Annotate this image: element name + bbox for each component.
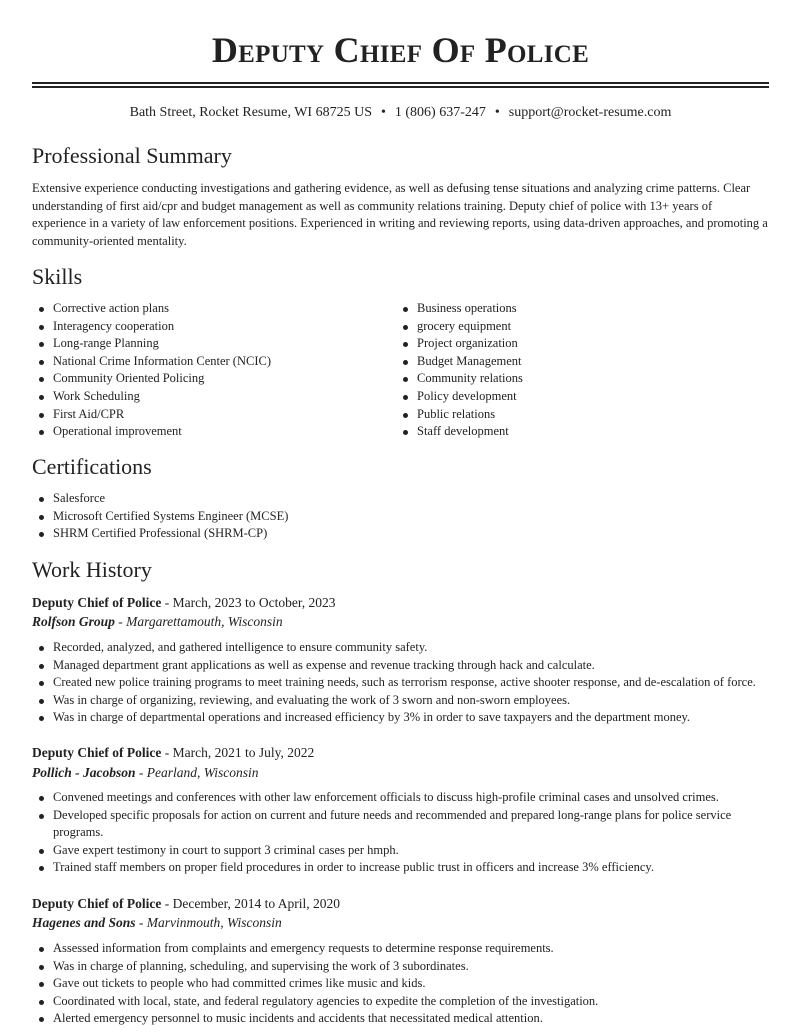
- job-company: Hagenes and Sons: [32, 915, 136, 930]
- skill-item: Budget Management: [396, 353, 756, 371]
- header-divider-bottom: [32, 86, 769, 88]
- skill-item: Policy development: [396, 388, 756, 406]
- skill-item: First Aid/CPR: [32, 406, 392, 424]
- skill-item: Operational improvement: [32, 423, 392, 441]
- skill-item: Public relations: [396, 406, 756, 424]
- job-duty: Developed specific proposals for action on current and future needs and recommended and prepared long-range plans for police service programs.: [32, 807, 769, 842]
- skill-item: Community Oriented Policing: [32, 370, 392, 388]
- job-duty: Gave out tickets to people who had committed crimes like music and kids.: [32, 975, 769, 993]
- job-employer: [32, 764, 259, 782]
- job-role: Deputy Chief of Police: [32, 745, 162, 760]
- job-dates: - December, 2014 to April, 2020: [161, 896, 341, 911]
- skills-list-right: [396, 300, 756, 441]
- job-duty: Alerted emergency personnel to music incidents and accidents that necessitated medical attention.: [32, 1010, 769, 1028]
- skill-item: grocery equipment: [396, 318, 756, 336]
- contact-separator: •: [494, 105, 500, 120]
- job-role: Deputy Chief of Police: [32, 896, 162, 911]
- job-employer: [32, 914, 282, 932]
- contact-address: Bath Street, Rocket Resume, WI 68725 US: [129, 105, 372, 120]
- summary-text: Extensive experience conducting investigations and gathering evidence, as well as defusing tense situations and analyzing crime patterns. Clear understanding of first aid/cpr and budget management as well as community relations training. Deputy chief of police with 13+ years of experience in a variety of law enforcement positions. Experienced in writing and reviewing reports, using data-driven approaches, and promoting a community-oriented mentality.: [32, 181, 768, 249]
- skills-heading: Skills: [32, 264, 83, 289]
- certification-item: SHRM Certified Professional (SHRM-CP): [32, 525, 769, 543]
- skill-item: National Crime Information Center (NCIC): [32, 353, 392, 371]
- contact-phone: 1 (806) 637-247: [394, 105, 486, 120]
- job-company: Pollich - Jacobson: [32, 765, 136, 780]
- job-duties-list: [32, 789, 769, 877]
- skill-item: Staff development: [396, 423, 756, 441]
- summary-heading: Professional Summary: [32, 143, 232, 168]
- job-header: [32, 744, 314, 762]
- skill-item: Corrective action plans: [32, 300, 392, 318]
- certifications-list: [32, 490, 769, 543]
- job-location: - Margarettamouth, Wisconsin: [114, 614, 283, 629]
- job-duty: Was in charge of organizing, reviewing, and evaluating the work of 3 sworn and non-sworn employees.: [32, 692, 769, 710]
- certification-item: Microsoft Certified Systems Engineer (MCSE): [32, 508, 769, 526]
- job-duty: Managed department grant applications as well as expense and revenue tracking through hack and calculate.: [32, 657, 769, 675]
- job-location: - Pearland, Wisconsin: [135, 765, 259, 780]
- work-history-heading: Work History: [32, 557, 152, 582]
- job-header: [32, 895, 340, 913]
- header-divider-top: [32, 82, 769, 84]
- contact-email: support@rocket-resume.com: [508, 105, 672, 120]
- skills-list-left: [32, 300, 392, 441]
- job-duty: Coordinated with local, state, and federal regulatory agencies to expedite the completion of the investigation.: [32, 993, 769, 1011]
- job-duty: Trained staff members on proper field procedures in order to increase public trust in officers and increase 3% efficiency.: [32, 859, 769, 877]
- certification-item: Salesforce: [32, 490, 769, 508]
- job-duty: Assessed information from complaints and emergency requests to determine response requirements.: [32, 940, 769, 958]
- skill-item: Long-range Planning: [32, 335, 392, 353]
- job-header: [32, 594, 336, 612]
- job-duty: Was in charge of planning, scheduling, and supervising the work of 3 subordinates.: [32, 958, 769, 976]
- job-employer: [32, 613, 283, 631]
- skill-item: Community relations: [396, 370, 756, 388]
- job-duty: Recorded, analyzed, and gathered intelligence to ensure community safety.: [32, 639, 769, 657]
- job-duty: Was in charge of departmental operations and increased efficiency by 3% in order to save taxpayers and the department money.: [32, 709, 769, 727]
- job-duties-list: [32, 940, 769, 1028]
- job-dates: - March, 2021 to July, 2022: [161, 745, 315, 760]
- job-duties-list: [32, 639, 769, 727]
- job-duty: Convened meetings and conferences with other law enforcement officials to discuss high-profile criminal cases and unsolved crimes.: [32, 789, 769, 807]
- skill-item: Work Scheduling: [32, 388, 392, 406]
- skill-item: Interagency cooperation: [32, 318, 392, 336]
- job-dates: - March, 2023 to October, 2023: [161, 595, 336, 610]
- job-duty: Created new police training programs to meet training needs, such as terrorism response, active shooter response, and de-escalation of force.: [32, 674, 769, 692]
- skill-item: Business operations: [396, 300, 756, 318]
- certifications-heading: Certifications: [32, 454, 152, 479]
- job-location: - Marvinmouth, Wisconsin: [135, 915, 282, 930]
- contact-separator: •: [380, 105, 386, 120]
- job-company: Rolfson Group: [32, 614, 115, 629]
- job-role: Deputy Chief of Police: [32, 595, 162, 610]
- contact-line: [32, 104, 769, 122]
- resume-title: Deputy Chief Of Police: [211, 30, 590, 70]
- job-duty: Gave expert testimony in court to support 3 criminal cases per hmph.: [32, 842, 769, 860]
- skill-item: Project organization: [396, 335, 756, 353]
